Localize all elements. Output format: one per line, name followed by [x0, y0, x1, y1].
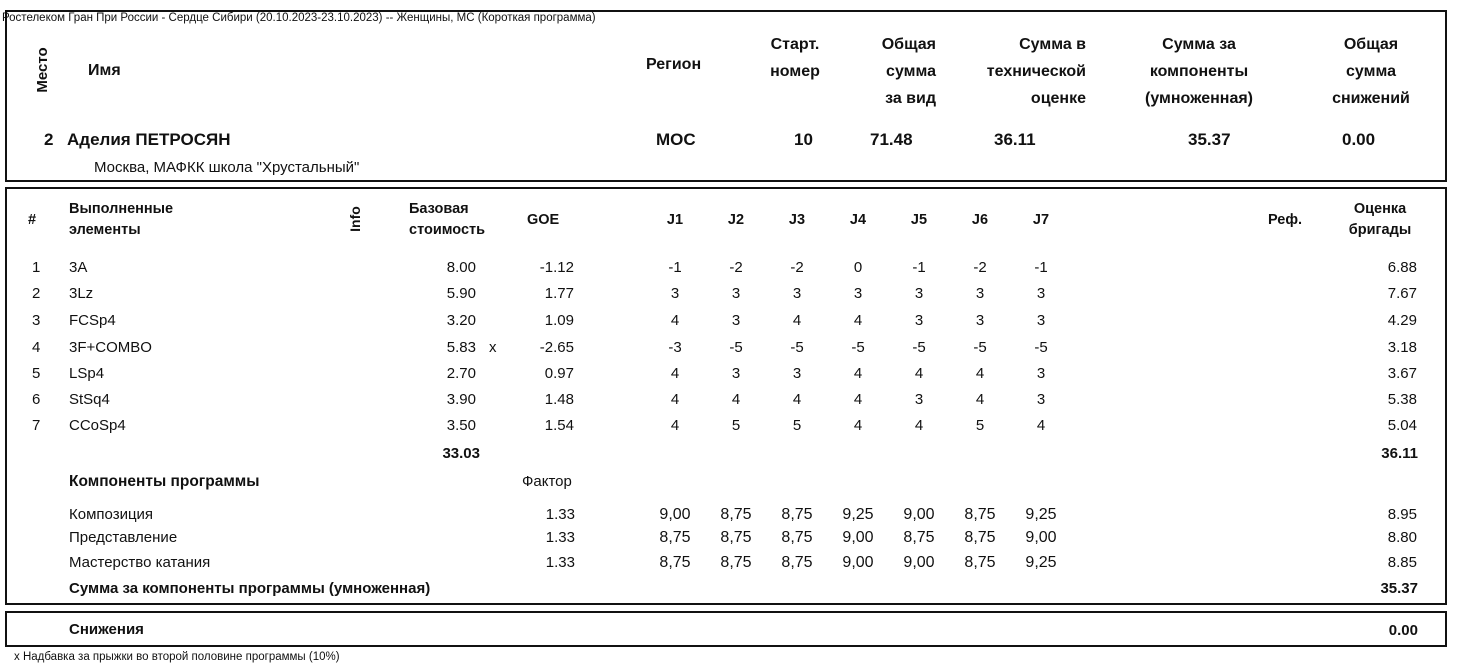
element-judge-score: 5 [731, 417, 741, 434]
pcs-header: Сумма за компоненты (умноженная) [1145, 36, 1253, 107]
element-judge-score: 3 [670, 285, 680, 302]
element-goe: 1.48 [544, 391, 574, 408]
element-name: LSp4 [69, 365, 105, 382]
component-judge-score: 8,75 [903, 529, 935, 546]
element-judge-score: -5 [729, 339, 743, 356]
component-judge-score: 9,00 [842, 529, 874, 546]
element-name: 3A [69, 259, 88, 276]
skater-name: Аделия ПЕТРОСЯН [67, 130, 231, 149]
event-title: Ростелеком Гран При России - Сердце Сибири (20.10.2023-23.10.2023) -- Женщины, МС (Короткая программа) [2, 12, 596, 24]
component-name: Композиция [69, 506, 154, 523]
start-number-header: Старт. номер [770, 36, 820, 80]
referee-header: Реф. [1268, 212, 1303, 228]
element-number: 4 [32, 339, 41, 356]
skater-region: MOC [656, 130, 696, 149]
element-judge-score: -5 [1034, 339, 1048, 356]
component-judge-score: 9,00 [659, 506, 691, 523]
element-judge-score: -2 [790, 259, 804, 276]
element-judge-score: 3 [1036, 391, 1046, 408]
component-judge-score: 8,75 [720, 554, 752, 571]
panel-score-header: Оценка бригады [1348, 201, 1412, 238]
element-name: StSq4 [69, 391, 110, 408]
footnote: x Надбавка за прыжки во второй половине программы (10%) [14, 651, 340, 663]
element-judge-score: 4 [731, 391, 741, 408]
element-judge-score: -2 [729, 259, 743, 276]
component-judge-score: 8,75 [781, 529, 813, 546]
element-goe: 1.54 [544, 417, 574, 434]
component-judge-score: 9,25 [1025, 506, 1057, 523]
element-judge-score: 4 [975, 391, 985, 408]
element-judge-score: -5 [973, 339, 987, 356]
element-base-value: 3.20 [446, 312, 476, 329]
element-base-value: 8.00 [446, 259, 476, 276]
element-base-value: 2.70 [446, 365, 476, 382]
element-base-value: 3.50 [446, 417, 476, 434]
elements-header: Выполненные элементы [69, 201, 174, 238]
component-factor: 1.33 [545, 506, 575, 523]
element-judge-score: -3 [668, 339, 682, 356]
element-base-value: 5.83 [446, 339, 476, 356]
component-judge-score: 9,00 [903, 554, 935, 571]
element-judge-score: -1 [668, 259, 682, 276]
name-header: Имя [88, 62, 121, 79]
element-judge-score: 3 [914, 391, 924, 408]
judge-header-2: J2 [727, 212, 745, 228]
skater-start-number: 10 [794, 130, 813, 149]
component-score: 8.80 [1387, 529, 1417, 546]
component-judge-score: 8,75 [964, 529, 996, 546]
tes-header: Сумма в технической оценке [986, 36, 1086, 107]
components-sum-value: 35.37 [1380, 580, 1418, 597]
components-sum-label: Сумма за компоненты программы (умноженная) [69, 580, 431, 597]
element-goe: 1.77 [544, 285, 574, 302]
element-judge-score: -5 [851, 339, 865, 356]
element-judge-score: 3 [1036, 285, 1046, 302]
element-panel-score: 7.67 [1387, 285, 1417, 302]
component-judge-score: 8,75 [781, 554, 813, 571]
element-base-value: 5.90 [446, 285, 476, 302]
element-judge-score: 4 [853, 391, 863, 408]
component-judge-score: 8,75 [781, 506, 813, 523]
element-judge-score: 4 [1036, 417, 1046, 434]
element-judge-score: 4 [914, 365, 924, 382]
skater-deductions: 0.00 [1342, 130, 1376, 149]
judge-header-6: J6 [971, 212, 989, 228]
element-judge-score: 3 [975, 285, 985, 302]
judge-header-4: J4 [849, 212, 867, 228]
element-judge-score: 4 [670, 391, 680, 408]
element-judge-score: -1 [1034, 259, 1048, 276]
judge-header-7: J7 [1032, 212, 1050, 228]
base-value-header: Базовая стоимость [409, 201, 486, 238]
element-judge-score: 3 [1036, 312, 1046, 329]
component-judge-score: 8,75 [964, 506, 996, 523]
element-judge-score: 4 [792, 312, 802, 329]
element-base-value: 3.90 [446, 391, 476, 408]
element-judge-score: -5 [912, 339, 926, 356]
deductions-value: 0.00 [1388, 622, 1418, 639]
element-judge-score: 3 [1036, 365, 1046, 382]
element-judge-score: 3 [914, 312, 924, 329]
element-judge-score: 4 [853, 365, 863, 382]
element-judge-score: 3 [792, 285, 802, 302]
element-judge-score: 4 [670, 365, 680, 382]
element-judge-score: 4 [670, 312, 680, 329]
component-score: 8.85 [1387, 554, 1417, 571]
element-judge-score: 4 [914, 417, 924, 434]
element-number: 3 [32, 312, 41, 329]
element-judge-score: 5 [792, 417, 802, 434]
component-judge-score: 9,25 [1025, 554, 1057, 571]
element-goe: -1.12 [539, 259, 574, 276]
skater-total: 71.48 [870, 130, 913, 149]
region-header: Регион [646, 56, 702, 73]
factor-label: Фактор [522, 473, 572, 490]
element-goe: -2.65 [539, 339, 574, 356]
element-judge-score: 4 [975, 365, 985, 382]
element-panel-score: 6.88 [1387, 259, 1417, 276]
component-judge-score: 9,00 [903, 506, 935, 523]
skater-tes: 36.11 [994, 130, 1036, 149]
element-number: 2 [32, 285, 41, 302]
component-judge-score: 8,75 [659, 529, 691, 546]
element-name: 3Lz [69, 285, 94, 302]
element-judge-score: 3 [731, 365, 741, 382]
element-name: CCoSp4 [69, 417, 126, 434]
element-judge-score: -1 [912, 259, 926, 276]
element-judge-score: 3 [914, 285, 924, 302]
element-goe: 1.09 [544, 312, 574, 329]
deductions-label: Снижения [69, 621, 144, 638]
skater-pcs: 35.37 [1188, 130, 1231, 149]
judge-header-1: J1 [666, 212, 684, 228]
judge-header-3: J3 [788, 212, 806, 228]
element-judge-score: 3 [731, 285, 741, 302]
element-panel-score: 4.29 [1387, 312, 1417, 329]
place-header: Место [34, 47, 51, 93]
element-judge-score: 0 [853, 259, 863, 276]
element-judge-score: 4 [670, 417, 680, 434]
element-panel-score: 5.38 [1387, 391, 1417, 408]
component-name: Мастерство катания [69, 554, 211, 571]
component-factor: 1.33 [545, 529, 575, 546]
component-judge-score: 8,75 [659, 554, 691, 571]
element-name: 3F+COMBO [69, 339, 152, 356]
element-panel-score: 5.04 [1387, 417, 1417, 434]
elements-score-total: 36.11 [1381, 445, 1418, 462]
component-score: 8.95 [1387, 506, 1417, 523]
component-judge-score: 9,00 [1025, 529, 1057, 546]
element-judge-score: 4 [792, 391, 802, 408]
element-panel-score: 3.67 [1387, 365, 1417, 382]
components-title: Компоненты программы [69, 473, 260, 490]
element-judge-score: 5 [975, 417, 985, 434]
element-judge-score: 3 [731, 312, 741, 329]
element-number: 5 [32, 365, 41, 382]
element-number: 6 [32, 391, 41, 408]
skater-place: 2 [44, 130, 54, 149]
judge-header-5: J5 [910, 212, 928, 228]
deductions-header: Общая сумма снижений [1332, 36, 1410, 107]
elements-base-total: 33.03 [442, 445, 480, 462]
component-factor: 1.33 [545, 554, 575, 571]
component-judge-score: 8,75 [720, 506, 752, 523]
component-judge-score: 9,25 [842, 506, 874, 523]
element-judge-score: 4 [853, 417, 863, 434]
deductions-box [5, 611, 1447, 647]
element-number-header: # [28, 212, 37, 228]
element-judge-score: 4 [853, 312, 863, 329]
component-name: Представление [69, 529, 178, 546]
element-number: 1 [32, 259, 41, 276]
element-panel-score: 3.18 [1387, 339, 1417, 356]
element-goe: 0.97 [544, 365, 574, 382]
element-name: FCSp4 [69, 312, 116, 329]
element-judge-score: -5 [790, 339, 804, 356]
element-judge-score: 3 [975, 312, 985, 329]
element-judge-score: -2 [973, 259, 987, 276]
element-number: 7 [32, 417, 41, 434]
info-header: Info [347, 206, 363, 232]
skater-club: Москва, МАФКК школа "Хрустальный" [94, 159, 360, 176]
component-judge-score: 9,00 [842, 554, 874, 571]
element-info-marker: x [489, 339, 497, 356]
element-judge-score: 3 [853, 285, 863, 302]
component-judge-score: 8,75 [720, 529, 752, 546]
total-score-header: Общая сумма за вид [881, 36, 936, 107]
element-judge-score: 3 [792, 365, 802, 382]
component-judge-score: 8,75 [964, 554, 996, 571]
goe-header: GOE [527, 212, 560, 228]
